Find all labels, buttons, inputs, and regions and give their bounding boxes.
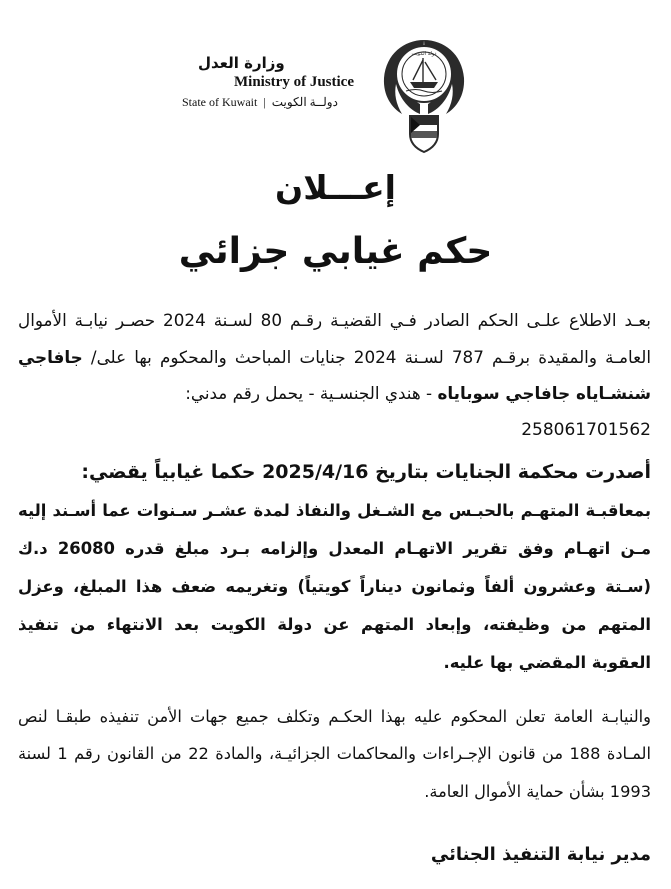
verdict-heading: أصدرت محكمة الجنايات بتاريخ 2025/4/16 حكما غيابياً يقضي:	[81, 460, 651, 483]
notice-paragraph: والنيابـة العامة تعلن المحكوم عليه بهذا الحكـم وتكلف جميع جهات الأمن تنفيذه طبقـا لنص المـادة 188 من قانون الإجـراءات والمحاكمات الجزائيـة، والمادة 22 من القانون رقم 1 لسنة 1993 بشأن حماية الأموال العامة.	[18, 706, 651, 801]
civil-id-number: 258061701562	[521, 419, 651, 440]
kuwait-coat-of-arms-icon	[380, 34, 468, 156]
defendant-name: جافاجي شنشـاياه جافاجي سوباياه	[18, 346, 651, 403]
intro-after-name: - هندي الجنسـية - يحمل رقم مدني:	[185, 383, 438, 403]
announcement-title: إعـــلان	[275, 168, 396, 207]
announcement-body	[18, 302, 651, 827]
ministry-name-en: Ministry of Justice	[234, 74, 354, 90]
state-line	[150, 95, 380, 110]
signature: مدير نيابة التنفيذ الجنائي	[430, 844, 651, 865]
announcement-subtitle: حكم غيابي جزائي	[178, 231, 493, 272]
ministry-block	[150, 54, 380, 110]
state-name-ar: دولــة الكويت	[271, 95, 338, 109]
letterhead	[0, 28, 671, 158]
emblem-text: دولة الكويت	[411, 51, 437, 57]
intro-text: بعـد الاطلاع علـى الحكم الصادر فـي القضيـة رقـم 80 لسـنة 2024 حصـر نيابـة الأموال العامـة والمقيدة برقـم 787 لسـنة 2024 جنايات المباحث والمحكوم بها على/	[18, 310, 651, 367]
verdict-paragraph: بمعاقبـة المتهـم بالحبـس مع الشـغل والنفاذ لمدة عشـر سـنوات عما أسـند إليه مـن اتهـام وفق تقرير الاتهـام المعدل وإلزامه بـرد مبلغ قدره 26080 د.ك (سـتة وعشرون ألفاً وثمانون ديناراً كويتياً) وتغريمه ضعف هذا المبلغ، وعزل المتهم من وظيفته، وإبعاد المتهم عن دولة الكويت بعد الانتهاء من تنفيذ العقوبة المقضي بها عليه.	[18, 500, 651, 672]
state-separator: |	[263, 95, 266, 109]
ministry-name-ar: وزارة العدل	[198, 54, 285, 72]
state-name-en: State of Kuwait	[182, 95, 258, 109]
intro-paragraph	[18, 302, 651, 412]
